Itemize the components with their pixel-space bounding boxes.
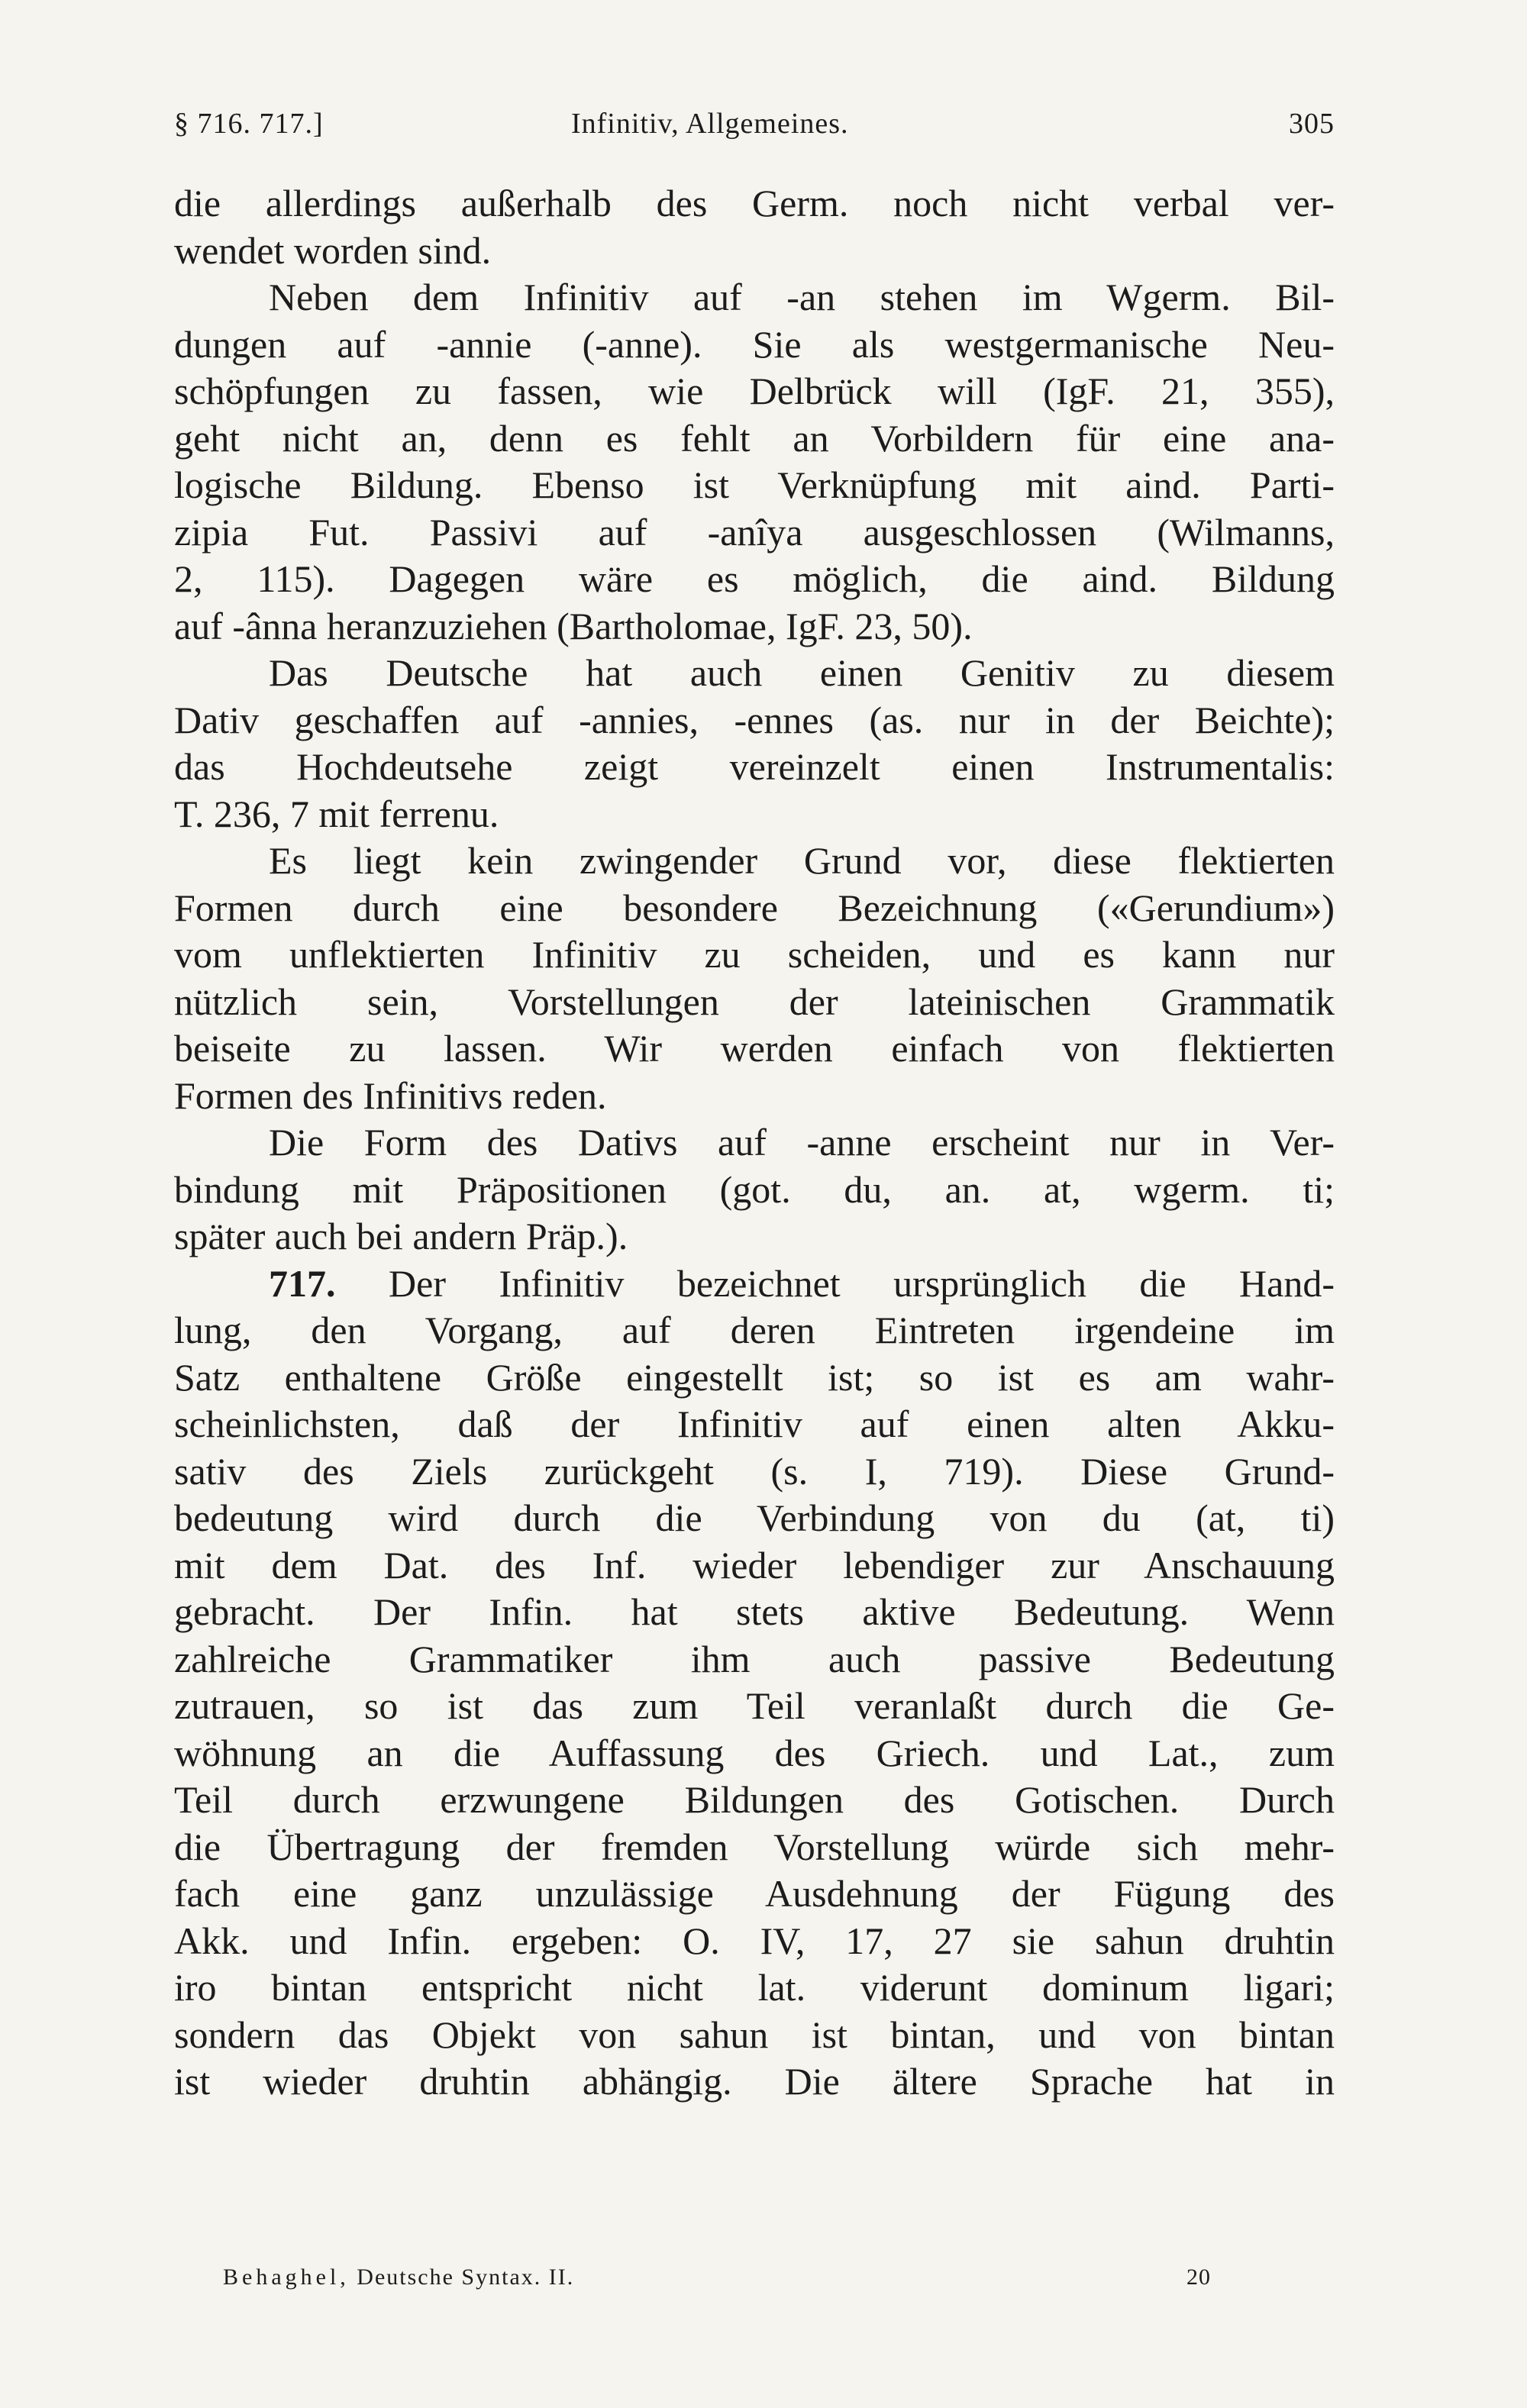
line-text: gebracht. Der Infin. hat stets aktive Bedeutung. Wenn	[174, 1590, 1335, 1633]
line-text: die Übertragung der fremden Vorstellung würde sich mehr-	[174, 1825, 1335, 1868]
text-line	[174, 321, 1335, 369]
text-line	[174, 556, 1335, 603]
text-line	[174, 1495, 1335, 1542]
line-text: schöpfungen zu fassen, wie Delbrück will (IgF. 21, 355),	[174, 370, 1335, 412]
line-text: fach eine ganz unzulässige Ausdehnung der Fügung des	[174, 1872, 1335, 1915]
text-line	[174, 1683, 1335, 1730]
text-line	[174, 931, 1335, 979]
text-line	[174, 1589, 1335, 1636]
line-text: Dativ geschaffen auf -annies, -ennes (as. nur in der Beichte);	[174, 698, 1335, 741]
text-line	[174, 509, 1335, 557]
text-line	[174, 791, 1335, 838]
running-header	[174, 107, 1335, 153]
line-text: iro bintan entspricht nicht lat. viderunt dominum ligari;	[174, 1966, 1335, 2009]
text-line	[174, 1964, 1335, 2012]
line-text: Formen durch eine besondere Bezeichnung («Gerundium»)	[174, 886, 1335, 929]
line-text: wöhnung an die Auffassung des Griech. und Lat., zum	[174, 1731, 1335, 1774]
text-line	[174, 1448, 1335, 1496]
text-line	[174, 838, 1335, 885]
text-line	[174, 603, 1335, 650]
line-text: logische Bildung. Ebenso ist Verknüpfung mit aind. Parti-	[174, 463, 1335, 506]
body-text	[174, 180, 1335, 2106]
line-text: vom unflektierten Infinitiv zu scheiden, und es kann nur	[174, 933, 1335, 976]
text-line	[174, 697, 1335, 744]
line-text: zahlreiche Grammatiker ihm auch passive Bedeutung	[174, 1637, 1335, 1680]
line-text: Der Infinitiv bezeichnet ursprünglich die Hand-	[389, 1261, 1335, 1305]
text-line	[174, 274, 1335, 321]
text-line	[174, 744, 1335, 791]
line-text: sativ des Ziels zurückgeht (s. I, 719). Diese Grund-	[174, 1449, 1335, 1493]
line-text: Neben dem Infinitiv auf -an stehen im Wgerm. Bil-	[269, 276, 1335, 318]
line-text: die allerdings außerhalb des Germ. noch nicht verbal ver-	[174, 182, 1335, 224]
line-text: Satz enthaltene Größe eingestellt ist; so ist es am wahr-	[174, 1355, 1335, 1399]
text-line	[174, 885, 1335, 932]
section-reference: § 716. 717.]	[174, 108, 324, 140]
page-footer	[223, 2264, 1215, 2295]
footer-signature-mark: 20	[1186, 2264, 1211, 2290]
footer-book-title: Deutsche Syntax. II.	[357, 2264, 575, 2290]
text-line	[174, 1167, 1335, 1214]
text-line	[174, 1025, 1335, 1073]
line-text: T. 236, 7 mit ferrenu.	[174, 792, 499, 835]
line-text: Es liegt kein zwingender Grund vor, diese flektierten	[269, 839, 1335, 882]
text-line	[174, 1260, 1335, 1308]
line-text: nützlich sein, Vorstellungen der lateinischen Grammatik	[174, 980, 1335, 1023]
line-text: scheinlichsten, daß der Infinitiv auf einen alten Akku-	[174, 1403, 1335, 1445]
footer-author: Behaghel,	[223, 2264, 350, 2290]
line-text: bedeutung wird durch die Verbindung von du (at, ti)	[174, 1496, 1335, 1539]
text-line	[174, 1213, 1335, 1260]
text-line	[174, 228, 1335, 275]
text-line	[174, 2058, 1335, 2106]
line-text: wendet worden sind.	[174, 228, 492, 272]
line-text: geht nicht an, denn es fehlt an Vorbildern für eine ana-	[174, 416, 1335, 460]
text-line	[174, 979, 1335, 1026]
page	[174, 107, 1335, 2106]
text-line	[174, 650, 1335, 697]
line-text: Das Deutsche hat auch einen Genitiv zu diesem	[269, 651, 1335, 694]
text-line	[174, 1073, 1335, 1120]
text-line	[174, 1636, 1335, 1683]
text-line	[174, 1730, 1335, 1777]
line-text: ist wieder druhtin abhängig. Die ältere Sprache hat in	[174, 2060, 1335, 2103]
page-number: 305	[1289, 108, 1335, 140]
line-text: Die Form des Dativs auf -anne erscheint nur in Ver-	[269, 1121, 1335, 1164]
text-line	[174, 415, 1335, 463]
line-text: das Hochdeutsehe zeigt vereinzelt einen Instrumentalis:	[174, 745, 1335, 788]
line-text: dungen auf -annie (-anne). Sie als westgermanische Neu-	[174, 322, 1335, 366]
text-line	[174, 1401, 1335, 1448]
text-line	[174, 1777, 1335, 1824]
text-line	[174, 462, 1335, 509]
line-text: zutrauen, so ist das zum Teil veranlaßt durch die Ge-	[174, 1684, 1335, 1727]
line-text: auf -ânna heranzuziehen (Bartholomae, IgF. 23, 50).	[174, 604, 973, 647]
text-line	[174, 1824, 1335, 1871]
line-text: bindung mit Präpositionen (got. du, an. at, wgerm. ti;	[174, 1167, 1335, 1211]
line-text: Teil durch erzwungene Bildungen des Gotischen. Durch	[174, 1778, 1335, 1821]
running-title: Infinitiv, Allgemeines.	[571, 108, 849, 140]
section-number: 717.	[269, 1261, 336, 1305]
text-line	[174, 1354, 1335, 1402]
line-text: Akk. und Infin. ergeben: O. IV, 17, 27 sie sahun druhtin	[174, 1919, 1335, 1962]
text-line	[174, 180, 1335, 228]
line-text: mit dem Dat. des Inf. wieder lebendiger zur Anschauung	[174, 1543, 1335, 1587]
line-text: beiseite zu lassen. Wir werden einfach von flektierten	[174, 1027, 1335, 1070]
line-text: sondern das Objekt von sahun ist bintan, und von bintan	[174, 2013, 1335, 2056]
text-line	[174, 1307, 1335, 1354]
line-text: später auch bei andern Präp.).	[174, 1215, 628, 1257]
text-line	[174, 1119, 1335, 1167]
text-line	[174, 1871, 1335, 1918]
line-text: zipia Fut. Passivi auf -anîya ausgeschlossen (Wilmanns,	[174, 510, 1335, 554]
text-line	[174, 2012, 1335, 2059]
text-line	[174, 1918, 1335, 1965]
line-text: lung, den Vorgang, auf deren Eintreten irgendeine im	[174, 1309, 1335, 1351]
line-text: Formen des Infinitivs reden.	[174, 1073, 607, 1117]
text-line	[174, 368, 1335, 415]
line-text: 2, 115). Dagegen wäre es möglich, die aind. Bildung	[174, 557, 1335, 600]
text-line	[174, 1542, 1335, 1590]
